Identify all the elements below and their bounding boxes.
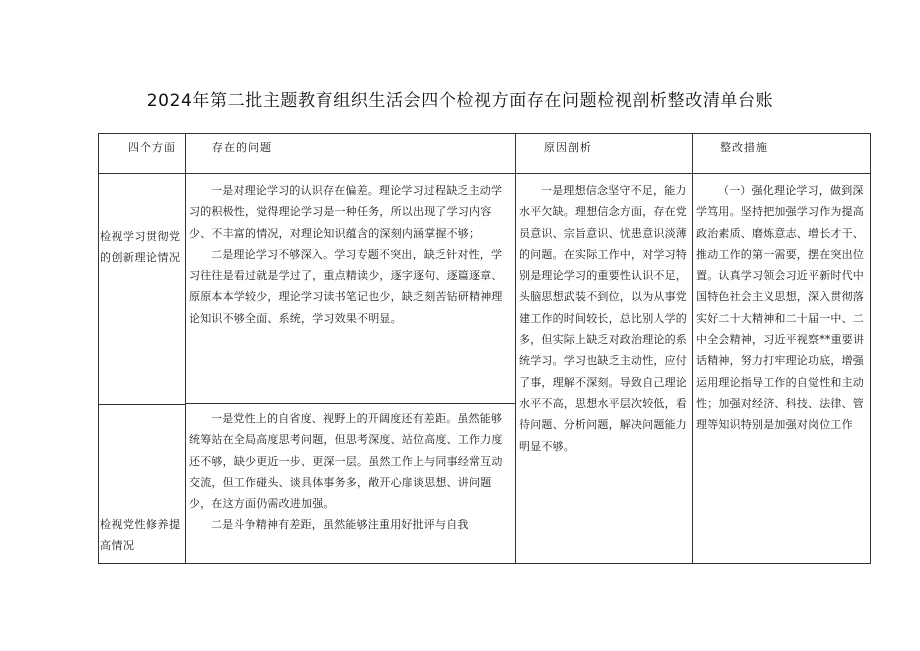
problem-paragraph: 二是斗争精神有差距，虽然能够注重用好批评与自我 bbox=[211, 518, 469, 532]
problem-paragraph: 一是党性上的自省度、视野上的开阔度还有差距。虽然能够统筹站在全局高度思考问题，但思考深度、站位高度、工作力度还不够，缺少更近一步、更深一层。虽然工作上与同事经常互动交流，但工作碰头、谈具体事务多，敞开心扉谈思想、讲问题少，在这方面仍需改进加强。 bbox=[189, 412, 503, 511]
problem-paragraph: 一是对理论学习的认识存在偏差。理论学习过程缺乏主动学习的积极性，觉得理论学习是一种任务，所以出现了学习内容少、不丰富的情况，对理论知识蕴含的深刻内涵掌握不够； bbox=[189, 184, 503, 240]
causes-cell bbox=[519, 180, 690, 561]
header-causes: 原因剖析 bbox=[544, 141, 592, 154]
header-measures: 整改措施 bbox=[720, 141, 768, 154]
header-problems: 存在的问题 bbox=[212, 141, 272, 154]
problems-cell-party-spirit bbox=[189, 408, 513, 561]
measure-paragraph: （一）强化理论学习，做到深学笃用。坚持把加强学习作为提高政治素质、磨炼意志、增长才干、推动工作的第一需要，摆在突出位置。认真学习领会习近平新时代中国特色社会主义思想，深入贯彻落实好二十大精神和二十届一中、二中全会精神，习近平视察**重要讲话精神，努力打牢理论功底，增强运用理论指导工作的自觉性和主动性；加强对经济、科技、法律、管理等知识特别是加强对岗位工作 bbox=[696, 184, 865, 432]
category-theory-study: 检视学习贯彻党的创新理论情况 bbox=[100, 230, 181, 264]
document-title: 2024年第二批主题教育组织生活会四个检视方面存在问题检视剖析整改清单台账 bbox=[146, 91, 774, 111]
problems-cell-theory bbox=[189, 180, 513, 402]
header-aspects: 四个方面 bbox=[128, 141, 176, 154]
measures-cell bbox=[696, 180, 868, 561]
problem-paragraph: 二是理论学习不够深入。学习专题不突出，缺乏针对性，学习往往是看过就是学过了，重点精读少，逐字逐句、逐篇逐章、原原本本学较少，理论学习读书笔记也少，缺乏刻苦钻研精神理论知识不够全面、系统，学习效果不明显。 bbox=[189, 247, 503, 325]
category-party-spirit: 检视党性修养提高情况 bbox=[100, 518, 181, 552]
cause-paragraph: 一是理想信念坚守不足，能力水平欠缺。理想信念方面，存在党员意识、宗旨意识、忧患意识淡薄的问题。在实际工作中，对学习特别是理论学习的重要性认识不足，头脑思想武装不到位，以为从事党建工作的时间较长，总比别人学的多，但实际上缺乏对政治理论的系统学习。学习也缺乏主动性，应付了事，理解不深刻。导致自己理论水平不高，思想水平层次较低，看待问题、分析问题，解决问题能力明显不够。 bbox=[519, 184, 687, 453]
